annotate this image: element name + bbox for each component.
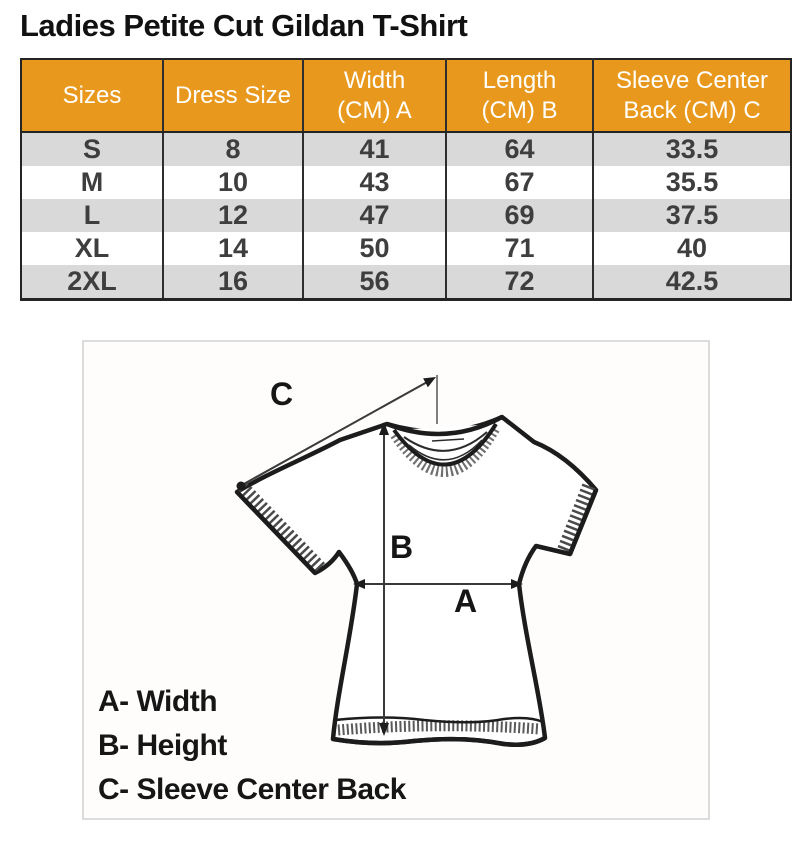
cell-size: 2XL [21, 265, 163, 300]
legend-width: A- Width [98, 685, 218, 718]
cell-sleeve: 33.5 [593, 132, 791, 166]
cell-width: 50 [303, 232, 446, 265]
cell-length: 72 [446, 265, 593, 300]
legend-sleeve-center-back: C- Sleeve Center Back [98, 773, 406, 806]
cell-dress-size: 8 [163, 132, 303, 166]
cell-width: 41 [303, 132, 446, 166]
diagram-legend [98, 680, 406, 812]
table-row [21, 166, 791, 199]
page-title: Ladies Petite Cut Gildan T-Shirt [20, 8, 468, 43]
header-dress-size: Dress Size [163, 59, 303, 132]
cell-length: 64 [446, 132, 593, 166]
header-length: Length (CM) B [446, 59, 593, 132]
cell-length: 67 [446, 166, 593, 199]
table-row [21, 132, 791, 166]
cell-size: XL [21, 232, 163, 265]
table-header [21, 59, 791, 132]
cell-length: 71 [446, 232, 593, 265]
cell-sleeve: 42.5 [593, 265, 791, 300]
table-row [21, 265, 791, 300]
table-row [21, 232, 791, 265]
diagram-label-b: B [390, 529, 414, 565]
legend-height: B- Height [98, 729, 227, 762]
header-sizes: Sizes [21, 59, 163, 132]
cell-length: 69 [446, 199, 593, 232]
cell-dress-size: 12 [163, 199, 303, 232]
cell-dress-size: 14 [163, 232, 303, 265]
cell-sleeve: 35.5 [593, 166, 791, 199]
measurement-diagram-box [82, 340, 710, 820]
cell-size: L [21, 199, 163, 232]
diagram-label-c: C [270, 376, 294, 412]
cell-width: 43 [303, 166, 446, 199]
header-sleeve-center-back: Sleeve Center Back (CM) C [593, 59, 791, 132]
cell-size: M [21, 166, 163, 199]
cell-dress-size: 10 [163, 166, 303, 199]
cell-width: 47 [303, 199, 446, 232]
cell-width: 56 [303, 265, 446, 300]
cell-size: S [21, 132, 163, 166]
cell-dress-size: 16 [163, 265, 303, 300]
diagram-label-a: A [454, 583, 478, 619]
cell-sleeve: 37.5 [593, 199, 791, 232]
header-width: Width (CM) A [303, 59, 446, 132]
table-row [21, 199, 791, 232]
size-chart-table [20, 58, 792, 301]
cell-sleeve: 40 [593, 232, 791, 265]
